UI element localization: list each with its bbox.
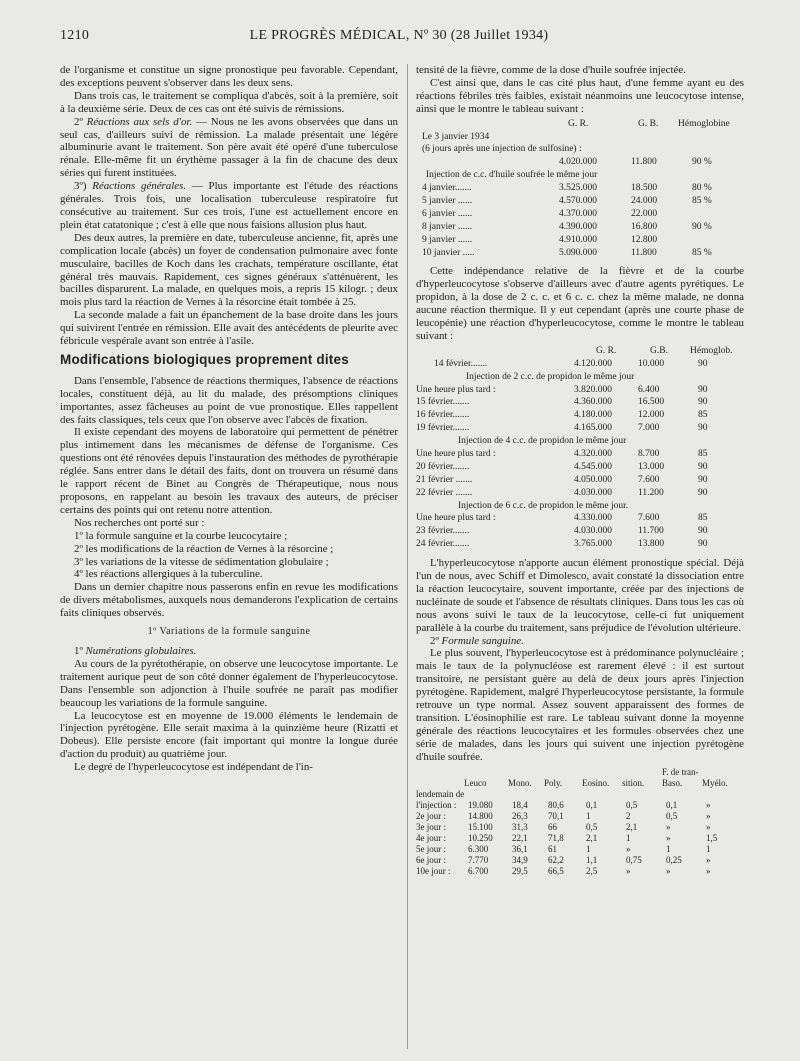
cell: 11.800 — [631, 247, 657, 258]
cell: 29,5 — [512, 865, 528, 876]
cell: 8.700 — [638, 448, 660, 459]
col-header: Poly. — [544, 777, 563, 788]
table-header — [416, 118, 744, 131]
cell: 90 — [698, 487, 708, 498]
table-row — [416, 195, 744, 208]
cell: 7.000 — [638, 423, 660, 434]
cell: 80,6 — [548, 799, 564, 810]
cell: » — [706, 854, 711, 865]
cell: 85 % — [692, 195, 712, 206]
cell: 0,5 — [666, 810, 678, 821]
cell: 90 — [698, 423, 708, 434]
cell: 61 — [548, 843, 557, 854]
row-label: 21 février ....... — [416, 474, 473, 485]
cell: 4.180.000 — [574, 410, 612, 421]
row-label: 24 février....... — [416, 539, 470, 550]
row-label: 3e jour : — [416, 821, 446, 832]
paragraph: Nos recherches ont porté sur : — [74, 516, 205, 529]
row-label: 5e jour : — [416, 843, 446, 854]
col-hemo: Hémoglobine — [678, 118, 730, 129]
paragraph: Il existe cependant des moyens de laboratoire qui permettent de pénétrer plus intimement dans les mécanismes de défense de l'organisme. Ces questions ont été rénovées depuis l'instauration des méthodes de pyrothérapie réglée. Sans entrer dans le détail des faits, dont on trouvera un résumé dans le rapport récent de Binet au Congrès de Thérapeutique, nous nous proposons, en rappelant au besoin les travaux des auteurs, de préciser certains des points qui ont retenu notre attention. — [60, 426, 398, 516]
cell: 90 — [698, 384, 708, 395]
cell: 22,1 — [512, 832, 528, 843]
cell: 34,9 — [512, 854, 528, 865]
list-item: 3º les variations de la vitesse de sédimentation globulaire ; — [74, 555, 329, 568]
cell: 12.800 — [631, 234, 658, 245]
cell: 66 — [548, 821, 557, 832]
cell: 7.600 — [638, 513, 660, 524]
cell: 7.600 — [638, 474, 660, 485]
cell: 26,3 — [512, 810, 528, 821]
table-row — [416, 448, 744, 461]
cell: 2 — [626, 810, 631, 821]
cell: 4.370.000 — [559, 208, 597, 219]
paragraph: tensité de la fièvre, comme de la dose d'huile soufrée injectée. — [416, 64, 686, 76]
cell: 90 — [698, 461, 708, 472]
cell: 90 — [698, 358, 708, 369]
table-row — [416, 821, 744, 832]
cell: 4.910.000 — [559, 234, 597, 245]
cell: 31,3 — [512, 821, 528, 832]
inline-heading: Numérations globulaires. — [85, 644, 197, 657]
cell: 4.545.000 — [574, 461, 612, 472]
col-header: sition. — [622, 777, 645, 788]
table-subheading: Injection de c.c. d'huile soufrée le même jour — [426, 170, 598, 181]
col-header: Baso. — [662, 777, 683, 788]
table-row — [416, 538, 744, 551]
table-row — [416, 422, 744, 435]
cell: 4.030.000 — [574, 487, 612, 498]
cell: 4.020.000 — [559, 157, 597, 168]
table-subheading: Injection de 2 c.c. de propidon le même jour — [466, 371, 635, 382]
col-gb: G. B. — [638, 118, 659, 129]
cell: 0,1 — [666, 799, 678, 810]
cell: » — [666, 865, 671, 876]
cell: 1 — [706, 843, 711, 854]
paragraph — [60, 116, 398, 181]
table-row — [416, 409, 744, 422]
row-label: 15 février....... — [416, 397, 470, 408]
table-row — [416, 799, 744, 810]
cell: 1 — [666, 843, 671, 854]
table-row — [416, 810, 744, 821]
paragraph-text: — Nous ne les avons observées que dans un seul cas, d'ailleurs suivi de rémission. La malade présentait une légère albuminurie avant le traitement. Son père avait été opéré d'une tuberculose rénale. Elle-même fit un érythème passager à la fin de chacune des deux séries qui furent instituées. — [60, 115, 398, 180]
journal-title: LE PROGRÈS MÉDICAL, Nº 30 (28 Juillet 1934) — [249, 28, 549, 43]
cell: » — [666, 832, 671, 843]
row-label: 6e jour : — [416, 854, 446, 865]
right-column — [416, 64, 744, 876]
paragraph — [416, 635, 744, 648]
cell: 11.800 — [631, 157, 657, 168]
numbering: 3º) — [74, 180, 93, 193]
col-header: Eosino. — [582, 777, 610, 788]
table-row — [416, 512, 744, 525]
table-row — [416, 156, 744, 169]
table-row — [416, 358, 744, 371]
cell: 6.300 — [468, 843, 489, 854]
table-row — [416, 435, 744, 448]
row-label: 5 janvier ...... — [422, 195, 473, 206]
table-row — [416, 854, 744, 865]
row-label: 22 février ....... — [416, 487, 473, 498]
cell: 10.250 — [468, 832, 493, 843]
row-label: Une heure plus tard : — [416, 384, 496, 395]
table-row — [416, 865, 744, 876]
cell: 4.390.000 — [559, 221, 597, 232]
cell: 3.820.000 — [574, 384, 612, 395]
cell: 22.000 — [631, 208, 658, 219]
cell: 24.000 — [631, 195, 658, 206]
cell: 2,5 — [586, 865, 598, 876]
cell: » — [626, 865, 631, 876]
left-column — [60, 64, 398, 774]
table-body — [416, 182, 744, 259]
row-label: Le 3 janvier 1934 — [422, 131, 490, 142]
cell: 36,1 — [512, 843, 528, 854]
paragraph: La seconde malade a fait un épanchement de la base droite dans les jours qui suivirent l'entrée en rémission. Elle avait des antécédents de pleurite avec fébricule vespérale avant son entrée à l'asile. — [60, 309, 398, 348]
paragraph: Cette indépendance relative de la fièvre et de la courbe d'hyperleucocytose s'observe d'ailleurs avec d'autre agents pyrétiques. Le propidon, à la dose de 2 c. c. et 6 c. c. chez la même malade, ne donna aucune réaction thermique. Il y eut cependant (après une courte phase de leucopénie) une réaction d'hyperleucocytose, comme le montre le tableau suivant : — [416, 265, 744, 342]
cell: 0,1 — [586, 799, 598, 810]
cell: 70,1 — [548, 810, 564, 821]
cell: 1,1 — [586, 854, 598, 865]
col-gb: G.B. — [650, 345, 668, 356]
cell: 16.800 — [631, 221, 658, 232]
row-label: 8 janvier ...... — [422, 221, 473, 232]
numbering: 2º — [430, 634, 442, 647]
table-row — [416, 500, 744, 513]
cell: 15.100 — [468, 821, 493, 832]
cell: 18.500 — [631, 183, 658, 194]
cell: 4.570.000 — [559, 195, 597, 206]
row-label: 20 février....... — [416, 461, 470, 472]
table-body — [416, 512, 744, 551]
cell: 2,1 — [586, 832, 598, 843]
cell: 90 % — [692, 157, 712, 168]
cell: 4.120.000 — [574, 358, 612, 369]
list-item: 4º les réactions allergiques à la tuberculine. — [74, 568, 263, 581]
cell: 4.165.000 — [574, 423, 612, 434]
cell: 0,5 — [626, 799, 638, 810]
cell: 4.050.000 — [574, 474, 612, 485]
cell: 90 — [698, 526, 708, 537]
inline-heading: Réactions générales. — [92, 180, 187, 193]
cell: 13.000 — [638, 461, 665, 472]
table-row — [416, 843, 744, 854]
row-label: 10e jour : — [416, 865, 451, 876]
cell: 4.320.000 — [574, 448, 612, 459]
cell: 90 — [698, 539, 708, 550]
paragraph: Le plus souvent, l'hyperleucocytose est à prédominance polynucléaire ; mais le taux de la polynucléose est rarement élevé : il est surtout transitoire, ne persistant guère au delà de deux jours après l'injection pyrétogène. Rapidement, malgré l'hyperleucocytose persistante, la formule retrouve un type normal. Assez souvent apparaissent des formes de transition. L'éosinophilie est rare. Le tableau suivant donne la moyenne générale des réactions leucocytaires et les formules observées chez une série de malades, dans les jours qui suivent une injection pyrétogène d'huile soufrée. — [416, 647, 744, 763]
row-label: 19 février....... — [416, 423, 470, 434]
cell: 66,5 — [548, 865, 564, 876]
col-header: Mono. — [508, 777, 532, 788]
cell: » — [626, 843, 631, 854]
row-label: lendemain de — [416, 788, 465, 799]
table-row — [416, 487, 744, 500]
row-label: 2e jour : — [416, 810, 446, 821]
paragraph: La leucocytose est en moyenne de 19.000 éléments le lendemain de l'injection pyrétogène. Elle serait maxima à la quinzième heure (Rizatti et Dobeus). Elle persiste encore (fait important qui montre la longue durée d'action du produit) au quatrième jour. — [60, 709, 398, 761]
row-label: (6 jours après une injection de sulfosine) : — [422, 144, 582, 155]
cell: 18,4 — [512, 799, 528, 810]
numbering: 1º — [74, 644, 86, 657]
table-row — [416, 143, 744, 156]
paragraph: L'hyperleucocytose n'apporte aucun élément pronostique spécial. Déjà l'un de nous, avec Schiff et Dimolesco, avait constaté la dissociation entre la réaction leucocytaire, souvent importante, créée par des injections de nucléinate de soude et l'absence de résultats cliniques. Dans tous les cas où nous avons suivi le taux de la leucocytose, celle-ci fut uniquement parallèle à la courbe du traitement, sans préjudice de l'évolution ultérieure. — [416, 557, 744, 634]
table-row — [416, 396, 744, 409]
paragraph: Le degré de l'hyperleucocytose est indépendant de l'in- — [74, 761, 313, 774]
cell: » — [706, 799, 711, 810]
row-label: 16 février....... — [416, 410, 470, 421]
col-header: F. de tran- — [662, 766, 699, 777]
cell: 1 — [626, 832, 631, 843]
cell: 11.200 — [638, 487, 664, 498]
table-header — [416, 777, 744, 788]
row-label: Une heure plus tard : — [416, 448, 496, 459]
cell: 4.330.000 — [574, 513, 612, 524]
cell: 1 — [586, 810, 591, 821]
table-row — [416, 221, 744, 234]
table-row — [416, 131, 744, 144]
page-number: 1210 — [60, 28, 90, 43]
table-row — [416, 384, 744, 397]
cell: 10.000 — [638, 358, 665, 369]
table-body — [416, 384, 744, 436]
row-label: 23 février....... — [416, 526, 470, 537]
table-row — [416, 208, 744, 221]
cell: 85 — [698, 410, 708, 421]
row-label: 4 janvier....... — [422, 183, 472, 194]
row-label: 14 février....... — [434, 358, 488, 369]
cell: 71,8 — [548, 832, 564, 843]
cell: 5.090.000 — [559, 247, 597, 258]
table-row — [416, 832, 744, 843]
cell: 0,5 — [586, 821, 598, 832]
col-gr: G. R. — [568, 118, 589, 129]
cell: 11.700 — [638, 526, 664, 537]
list-item: 2º les modifications de la réaction de Vernes à la résorcine ; — [74, 542, 334, 555]
cell: 6.700 — [468, 865, 489, 876]
cell: » — [706, 865, 711, 876]
paragraph: Dans un dernier chapitre nous passerons enfin en revue les modifications de divers métabolismes, auxquels nous demanderons l'explication de certains faits cliniques observés. — [60, 581, 398, 620]
cell: 13.800 — [638, 539, 665, 550]
numbering: 2º — [74, 115, 87, 128]
cell: 85 % — [692, 247, 712, 258]
cell: 19.080 — [468, 799, 493, 810]
paragraph-text: — Plus importante est l'étude des réactions générales. Trois fois, une localisation tuberculeuse respiratoire fut consécutive au traitement. Sur ces trois, l'une est actuellement encore en plein état catatonique ; c'est à elle que nous faisions allusion plus haut. — [60, 180, 398, 231]
table-row — [416, 788, 744, 799]
cell: 6.400 — [638, 384, 660, 395]
cell: 0,25 — [666, 854, 682, 865]
table-subheading: Injection de 4 c.c. de propidon le même jour — [458, 436, 627, 447]
paragraph — [60, 180, 398, 232]
cell: 16.500 — [638, 397, 665, 408]
cell: 90 — [698, 474, 708, 485]
table-row — [416, 182, 744, 195]
row-label: 10 janvier ..... — [422, 247, 475, 258]
cell: 85 — [698, 513, 708, 524]
paragraph: Dans l'ensemble, l'absence de réactions thermiques, l'absence de réactions locales, constituent déjà, au lit du malade, des présomptions cliniques importantes, assez fâcheuses au point de vue pronostique. Elles rappellent des faits classiques, tels ceux que l'on observe avec l'abcès de fixation. — [60, 374, 398, 426]
table-header — [416, 766, 744, 777]
col-header: Leuco — [464, 777, 487, 788]
table-body — [416, 799, 744, 876]
section-heading: Modifications biologiques proprement dites — [60, 351, 349, 367]
cell: 1 — [586, 843, 591, 854]
list-item: 1º la formule sanguine et la courbe leucocytaire ; — [74, 529, 288, 542]
table-formule — [416, 766, 744, 876]
table-propidon — [416, 345, 744, 551]
cell: 12.000 — [638, 410, 665, 421]
table-row — [416, 371, 744, 384]
cell: » — [666, 821, 671, 832]
cell: 7.770 — [468, 854, 489, 865]
row-label: 9 janvier ...... — [422, 234, 473, 245]
table-row — [416, 234, 744, 247]
paragraph: C'est ainsi que, dans le cas cité plus haut, d'une femme ayant eu des réactions fébriles très faibles, existait néanmoins une leucocytose intense, ainsi que le montre le tableau suivant : — [416, 76, 744, 115]
cell: 62,2 — [548, 854, 564, 865]
cell: 90 % — [692, 221, 712, 232]
paragraph: Au cours de la pyrétothérapie, on observe une leucocytose importante. Le traitement aurique peut de son côté donner également de l'hyperleucocytose. Dans l'ensemble son adjonction à l'huile soufrée ne paraît pas modifier beaucoup les variations de la formule sanguine. — [60, 657, 398, 709]
table-row — [416, 525, 744, 538]
table-row — [416, 474, 744, 487]
table-row — [416, 461, 744, 474]
row-label: l'injection : — [416, 799, 457, 810]
table-body — [416, 448, 744, 500]
cell: 1,5 — [706, 832, 718, 843]
inline-heading: Formule sanguine. — [441, 634, 524, 647]
table-subheading: Injection de 6 c.c. de propidon le même jour. — [458, 500, 629, 511]
cell: 4.030.000 — [574, 526, 612, 537]
running-header — [60, 28, 738, 48]
row-label: Une heure plus tard : — [416, 513, 496, 524]
column-divider — [407, 64, 408, 1049]
cell: » — [706, 821, 711, 832]
cell: » — [706, 810, 711, 821]
paragraph: Des deux autres, la première en date, tuberculeuse ancienne, fit, après une complication locale (abcès) un foyer de condensation pulmonaire avec fonte musculaire, bacilles de Koch dans les crachats, température oscillante, état général très mauvais. Rapidement, ces signes généraux s'atténuèrent, les bacilles disparurent. La malade, en quelques mois, a repris 15 kilogr. ; deux mois plus tard la réaction de Vernes à la résorcine était tombée à 25. — [60, 231, 398, 309]
col-hemo: Hémoglob. — [690, 345, 733, 356]
subsection-heading: 1º Variations de la formule sanguine — [147, 626, 311, 638]
cell: 2,1 — [626, 821, 638, 832]
table-row — [416, 247, 744, 260]
cell: 0,75 — [626, 854, 642, 865]
cell: 3.765.000 — [574, 539, 612, 550]
paragraph — [60, 645, 398, 658]
cell: 85 — [698, 448, 708, 459]
col-header: Myélo. — [702, 777, 728, 788]
table-sulfosine — [416, 118, 744, 260]
paragraph: de l'organisme et constitue un signe pronostique peu favorable. Cependant, des exceptions peuvent s'observer dans les deux sens. — [60, 64, 398, 89]
inline-heading: Réactions aux sels d'or. — [86, 115, 193, 128]
col-gr: G. R. — [596, 345, 617, 356]
table-row — [416, 169, 744, 182]
cell: 3.525.000 — [559, 183, 597, 194]
row-label: 6 janvier ...... — [422, 208, 473, 219]
table-header — [416, 345, 744, 358]
cell: 80 % — [692, 183, 712, 194]
cell: 4.360.000 — [574, 397, 612, 408]
row-label: 4e jour : — [416, 832, 446, 843]
cell: 14.800 — [468, 810, 493, 821]
paragraph: Dans trois cas, le traitement se compliqua d'abcès, soit à la première, soit à la deuxième série. Deux de ces cas ont été suivis de rémissions. — [60, 89, 398, 115]
cell: 90 — [698, 397, 708, 408]
